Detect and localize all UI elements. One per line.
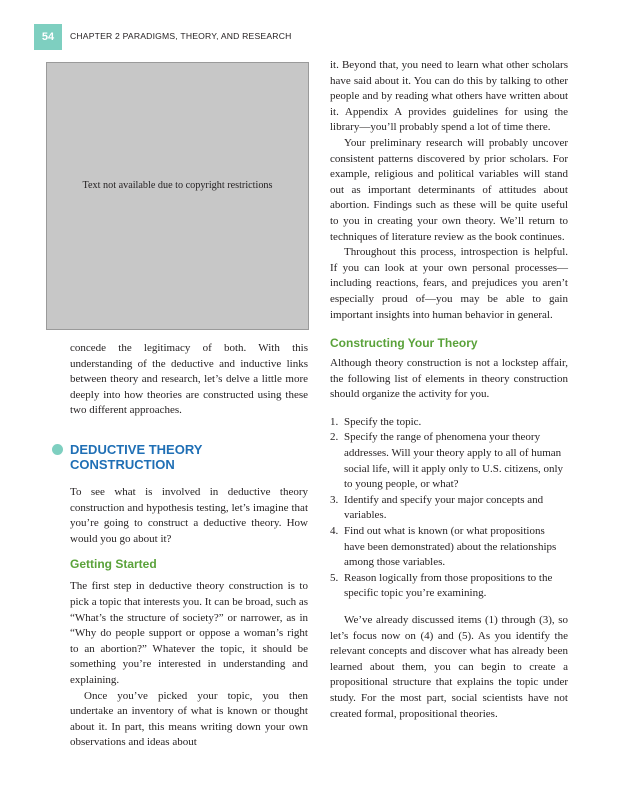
list-item: 1. Specify the topic. [330,415,422,428]
section-heading [70,442,308,472]
right-paragraph-4: Although theory construction is not a lockstep affair, the following list of elements in theory construction should organize the activity for you. [330,357,568,401]
list-item: 4. Find out what is known (or what propositions have been demonstrated) about the relationships among those variables. [330,525,557,569]
theory-steps-list [330,415,568,602]
section-heading-line1: DEDUCTIVE THEORY [70,441,203,457]
list-item: 5. Reason logically from those propositions to the specific topic you’re examining. [330,571,553,600]
list-item: 2. Specify the range of phenomena your theory addresses. Will your theory apply to all of human social life, will it apply only to U.S. citizens, only to young people, or what? [330,431,564,491]
section-paragraph: To see what is involved in deductive theory construction and hypothesis testing, let’s imagine that you’re going to construct a deductive theory. How would you go about it? [70,485,308,545]
constructing-theory-heading: Constructing Your Theory [330,336,478,351]
right-paragraph-5: We’ve already discussed items (1) through (3), so let’s focus now on (4) and (5). As you identify the relevant concepts and discover what has already been learned about them, you can begin to create a propositional structure that explains the topic under study. For the most part, social scientists have not created formal, propositional theories. [330,614,568,720]
getting-started-heading: Getting Started [70,557,157,572]
running-head: CHAPTER 2 PARADIGMS, THEORY, AND RESEARCH [70,31,292,41]
page-number: 54 [34,24,62,50]
left-column [70,341,308,751]
getting-started-paragraph-1: The first step in deductive theory construction is to pick a topic that interests you. It can be broad, such as “What’s the structure of society?” or narrower, as in “Why do people support or oppose a woman’s right to an abortion?” Whatever the topic, it should be something you’re interested in understanding and explaining. [70,580,308,686]
right-column [330,58,568,722]
right-paragraph-2: Your preliminary research will probably uncover consistent patterns discovered by prior scholars. For example, religious and political variables will stand out as important determinants of attitudes about abortion. Findings such as these will be quite useful to you in creating your own theory. We’ll return to techniques of literature review as the book continues. [330,136,568,243]
right-paragraph-3: Throughout this process, introspection is helpful. If you can look at your own personal processes—including reactions, fears, and prejudices you aren’t especially proud of—you may be able to gain important insights into human behavior in general. [330,246,568,321]
section-heading-line2: CONSTRUCTION [70,456,175,472]
getting-started-paragraph-2: Once you’ve picked your topic, you then undertake an inventory of what is known or thought about it. In part, this means writing down your own observations and ideas about [70,689,308,749]
section-bullet-icon [52,444,63,455]
right-paragraph-1: it. Beyond that, you need to learn what other scholars have said about it. You can do this by talking to other people and by reading what others have written about it. Appendix A provides guidelines for using the library—you’ll probably spend a lot of time there. [330,59,568,134]
intro-paragraph: concede the legitimacy of both. With this understanding of the deductive and inductive links between theory and research, let’s delve a little more deeply into how theories are constructed using these two different approaches. [70,342,308,417]
copyright-placeholder-figure [46,62,309,330]
figure-caption: Text not available due to copyright restrictions [82,180,273,191]
list-item: 3. Identify and specify your major concepts and variables. [330,493,544,522]
